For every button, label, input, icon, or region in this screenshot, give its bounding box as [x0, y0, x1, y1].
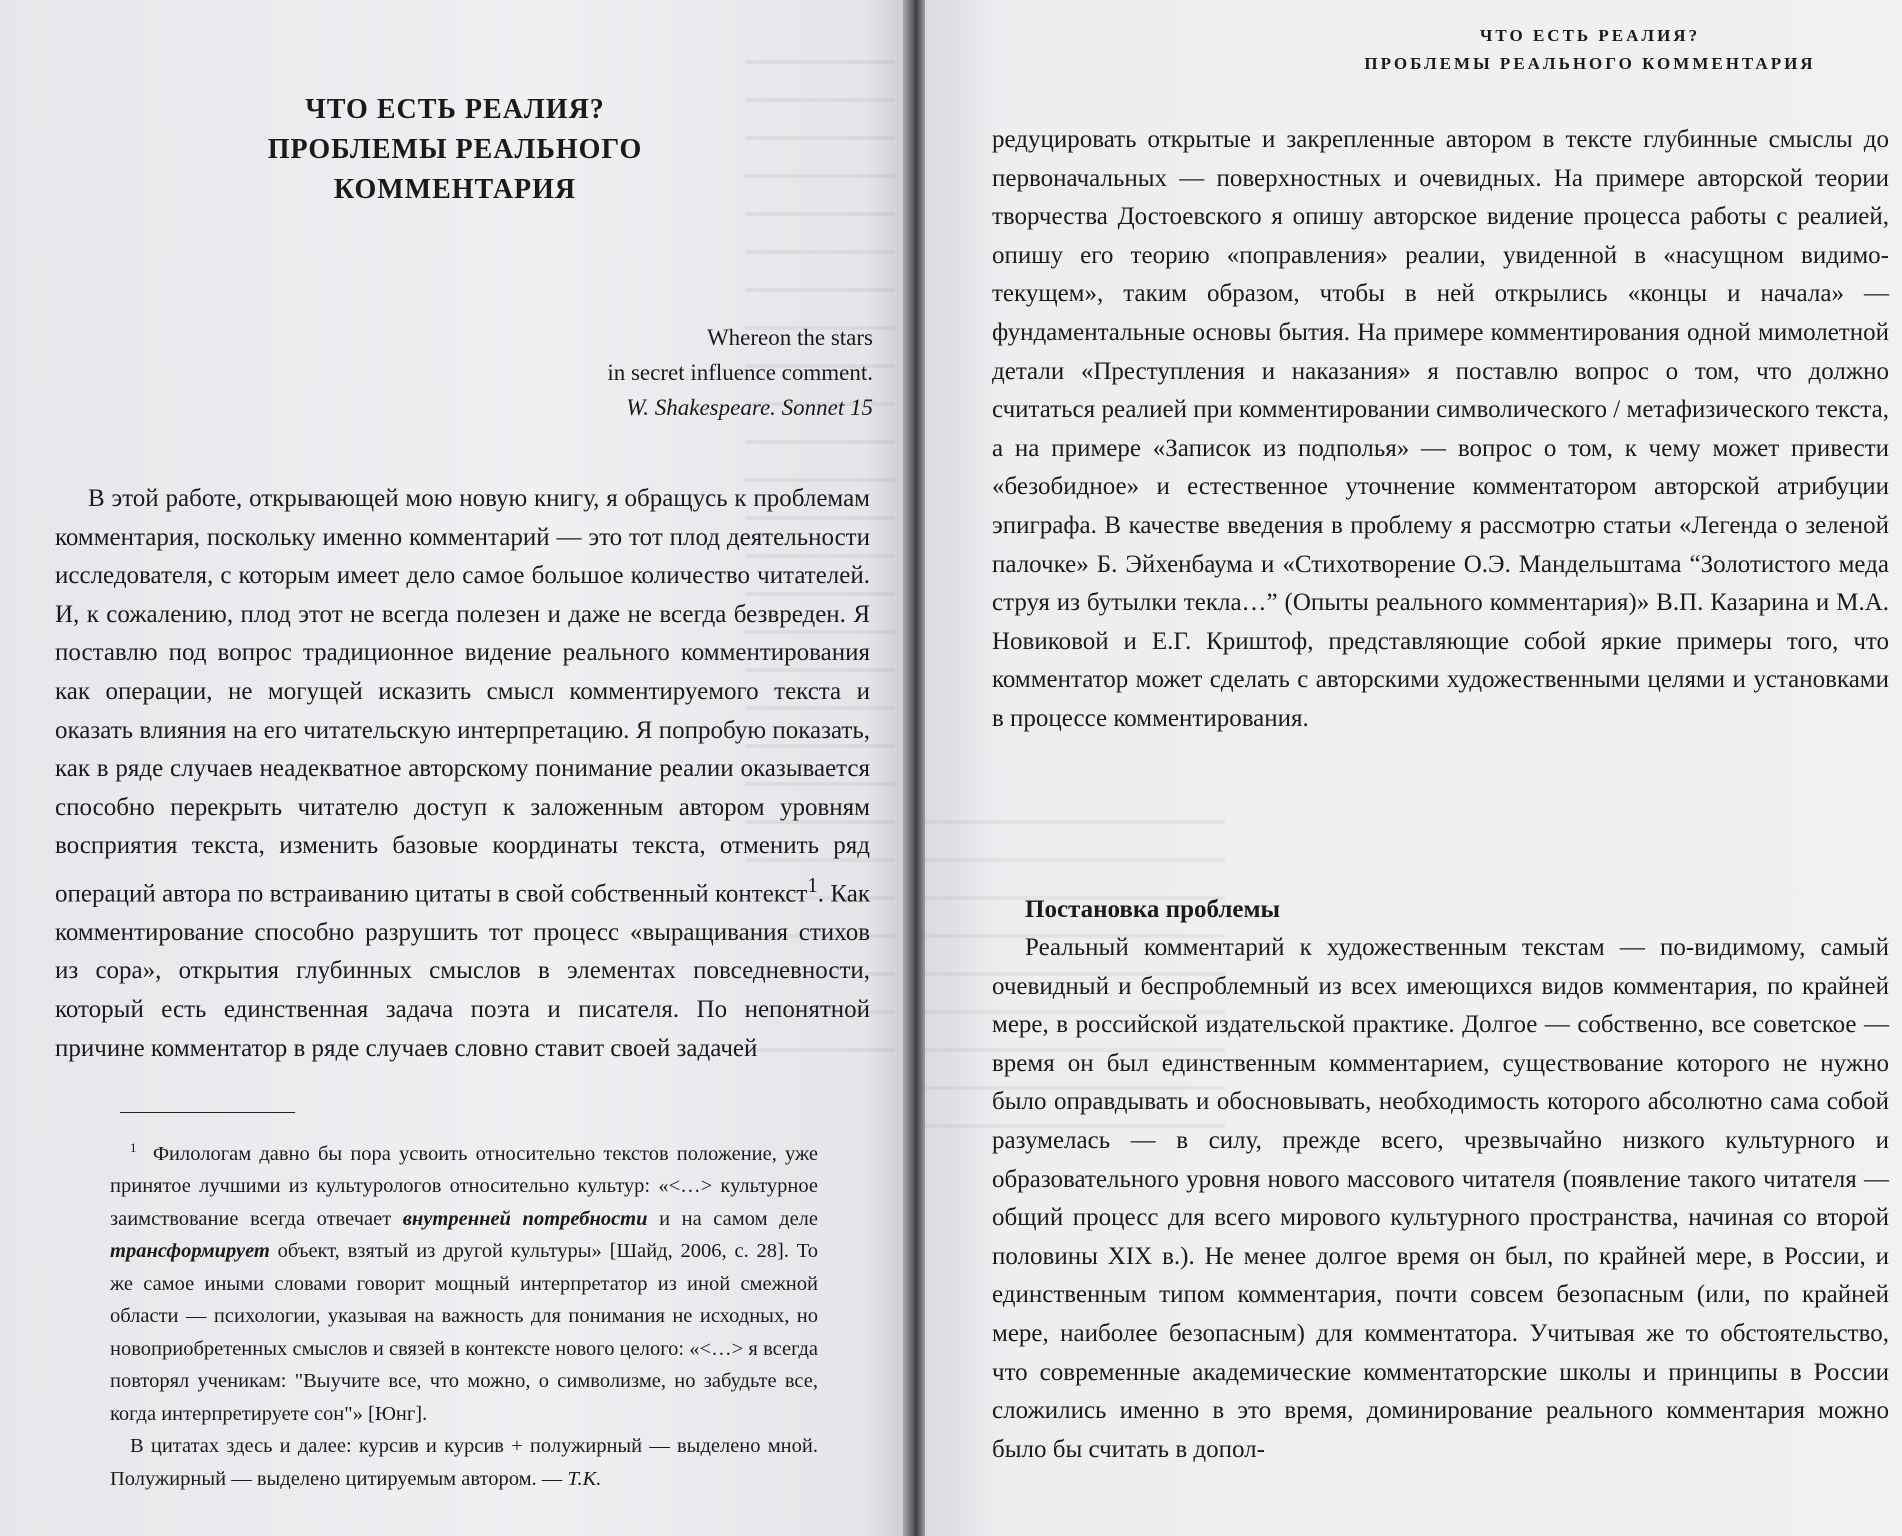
footnote-text: В цитатах здесь и далее: курсив и курсив + полужирный — выделено мной. Полужирный — выделено цитируемым автором. —	[110, 1435, 818, 1490]
epigraph-line1: Whereon the stars	[706, 325, 873, 350]
section-heading: Постановка проблемы	[1025, 896, 1281, 923]
footnote-emphasis: трансформирует	[110, 1240, 270, 1263]
footnote-paragraph-1	[110, 1132, 818, 1430]
intro-text-part1: В этой работе, открывающей мою новую книгу, я обращусь к проблемам комментария, поскольку именно комментарий — это тот плод деятельности исследователя, с которым имеет дело самое большое количество читателей. И, к сожалению, плод этот не всегда полезен и даже не всегда безвреден. Я поставлю под вопрос традиционное видение реального комментирования как операции, не могущей исказить смысл комментируемого текста и оказать влияния на его читательскую интерпретацию. Я попробую показать, как в ряде случаев неадекватное авторскому понимание реалии оказывается способно перекрыть читателю доступ к заложенным автором уровням восприятия текста, изменить базовые координаты текста, отменить ряд операций автора по встраиванию цитаты в свой собственный контекст	[55, 485, 870, 908]
footnote-text: объект, взятый из другой культуры» [Шайд, 2006, с. 28]. То же самое иными словами говорит мощный интерпретатор из иной смежной области — психологии, указывая на важность для понимания не исходных, но новоприобретенных смыслов и связей в контексте нового целого: «<…> я всегда повторял ученикам: "Выучите все, что можно, о символизме, но забудьте все, когда интерпретируете сон"» [Юнг].	[110, 1240, 818, 1425]
footnote-text: Филологам давно бы пора усвоить относительно текстов положение, уже принятое лучшими из культурологов относительно культур: «<…> культурное заимствование всегда отвечает	[110, 1142, 819, 1230]
footnote-number: 1	[130, 1140, 137, 1155]
epigraph-line2: in secret influence comment.	[607, 360, 873, 385]
running-head-line1: ЧТО ЕСТЬ РЕАЛИЯ?	[1479, 26, 1701, 45]
footnote-reference: 1	[807, 872, 818, 897]
continued-paragraph: редуцировать открытые и закрепленные автором в тексте глубинные смыслы до первоначальных — поверхностных и очевидных. На примере авторской теории творчества Достоевского я опишу авторское видение процесса работы с реалией, опишу его теорию «поправления» реалии, увиденной в «насущном видимо-текущем», таким образом, чтобы в ней открылись «концы и начала» — фундаментальные основы бытия. На примере комментирования одной мимолетной детали «Преступления и наказания» я поставлю вопрос о том, что должно считаться реалией при комментировании символического / метафизического текста, а на примере «Записок из подполья» — вопрос о том, к чему может привести «безобидное» и естественное уточнение комментатором авторской атрибуции эпиграфа. В качестве введения в проблему я рассмотрю статьи «Легенда о зеленой палочке» Б. Эйхенбаума и «Стихотворение О.Э. Мандельштама “Золотистого меда струя из бутылки текла…” (Опыты реального комментария)» В.П. Казарина и М.А. Новиковой и Е.Г. Криштоф, представляющие собой яркие примеры того, что комментатор может сделать с авторскими художественными целями и установками в процессе комментирования.	[992, 126, 1889, 732]
left-page	[0, 0, 903, 1536]
chapter-title	[175, 90, 735, 210]
footnote-text: и на самом деле	[647, 1207, 819, 1230]
footnote-author-initials: Т.К.	[567, 1467, 602, 1490]
intro-paragraph	[55, 480, 870, 1068]
epigraph-attribution: W. Shakespeare. Sonnet 15	[626, 395, 873, 420]
right-page	[925, 0, 1902, 1536]
section-paragraph: Реальный комментарий к художественным текстам — по-видимому, самый очевидный и беспроблемный из всех имеющихся видов комментария, по крайней мере, в российской издательской практике. Долгое — собственно, все советское — время он был единственным комментарием, существование которого не нужно было оправдывать и обосновывать, необходимость которого абсолютно сама собой разумелась — в силу, прежде всего, чрезвычайно низкого культурного и образовательного уровня нового массового читателя (появление такого читателя — общий процесс для всего мирового культурного пространства, начиная со второй половины XIX в.). Не менее долгое время он был, по крайней мере, в России, и единственным типом комментария, почти совсем безопасным (или, по крайней мере, наиболее безопасным) для комментатора. Учитывая же то обстоятельство, что современные академические комментаторские школы и принципы в России сложились именно в это время, доминирование реального комментария можно было бы считать в допол-	[992, 934, 1889, 1463]
footnote-paragraph-2	[110, 1430, 818, 1495]
running-head	[1280, 22, 1900, 78]
running-head-line2: ПРОБЛЕМЫ РЕАЛЬНОГО КОММЕНТАРИЯ	[1364, 54, 1816, 73]
intro-text-part2: . Как комментирование способно разрушить тот процесс «выращивания стихов из сора», открытия глубинных смыслов в элементах повседневности, который есть единственная задача поэта и писателя. По непонятной причине комментатор в ряде случаев словно ставит своей задачей	[55, 880, 870, 1062]
chapter-title-line2: ПРОБЛЕМЫ РЕАЛЬНОГО КОММЕНТАРИЯ	[267, 134, 643, 205]
chapter-title-line1: ЧТО ЕСТЬ РЕАЛИЯ?	[305, 94, 605, 125]
footnote-emphasis: внутренней потребности	[402, 1207, 648, 1230]
epigraph	[555, 320, 873, 425]
footnote	[110, 1132, 818, 1495]
book-gutter	[903, 0, 925, 1536]
footnote-divider	[120, 1112, 295, 1113]
